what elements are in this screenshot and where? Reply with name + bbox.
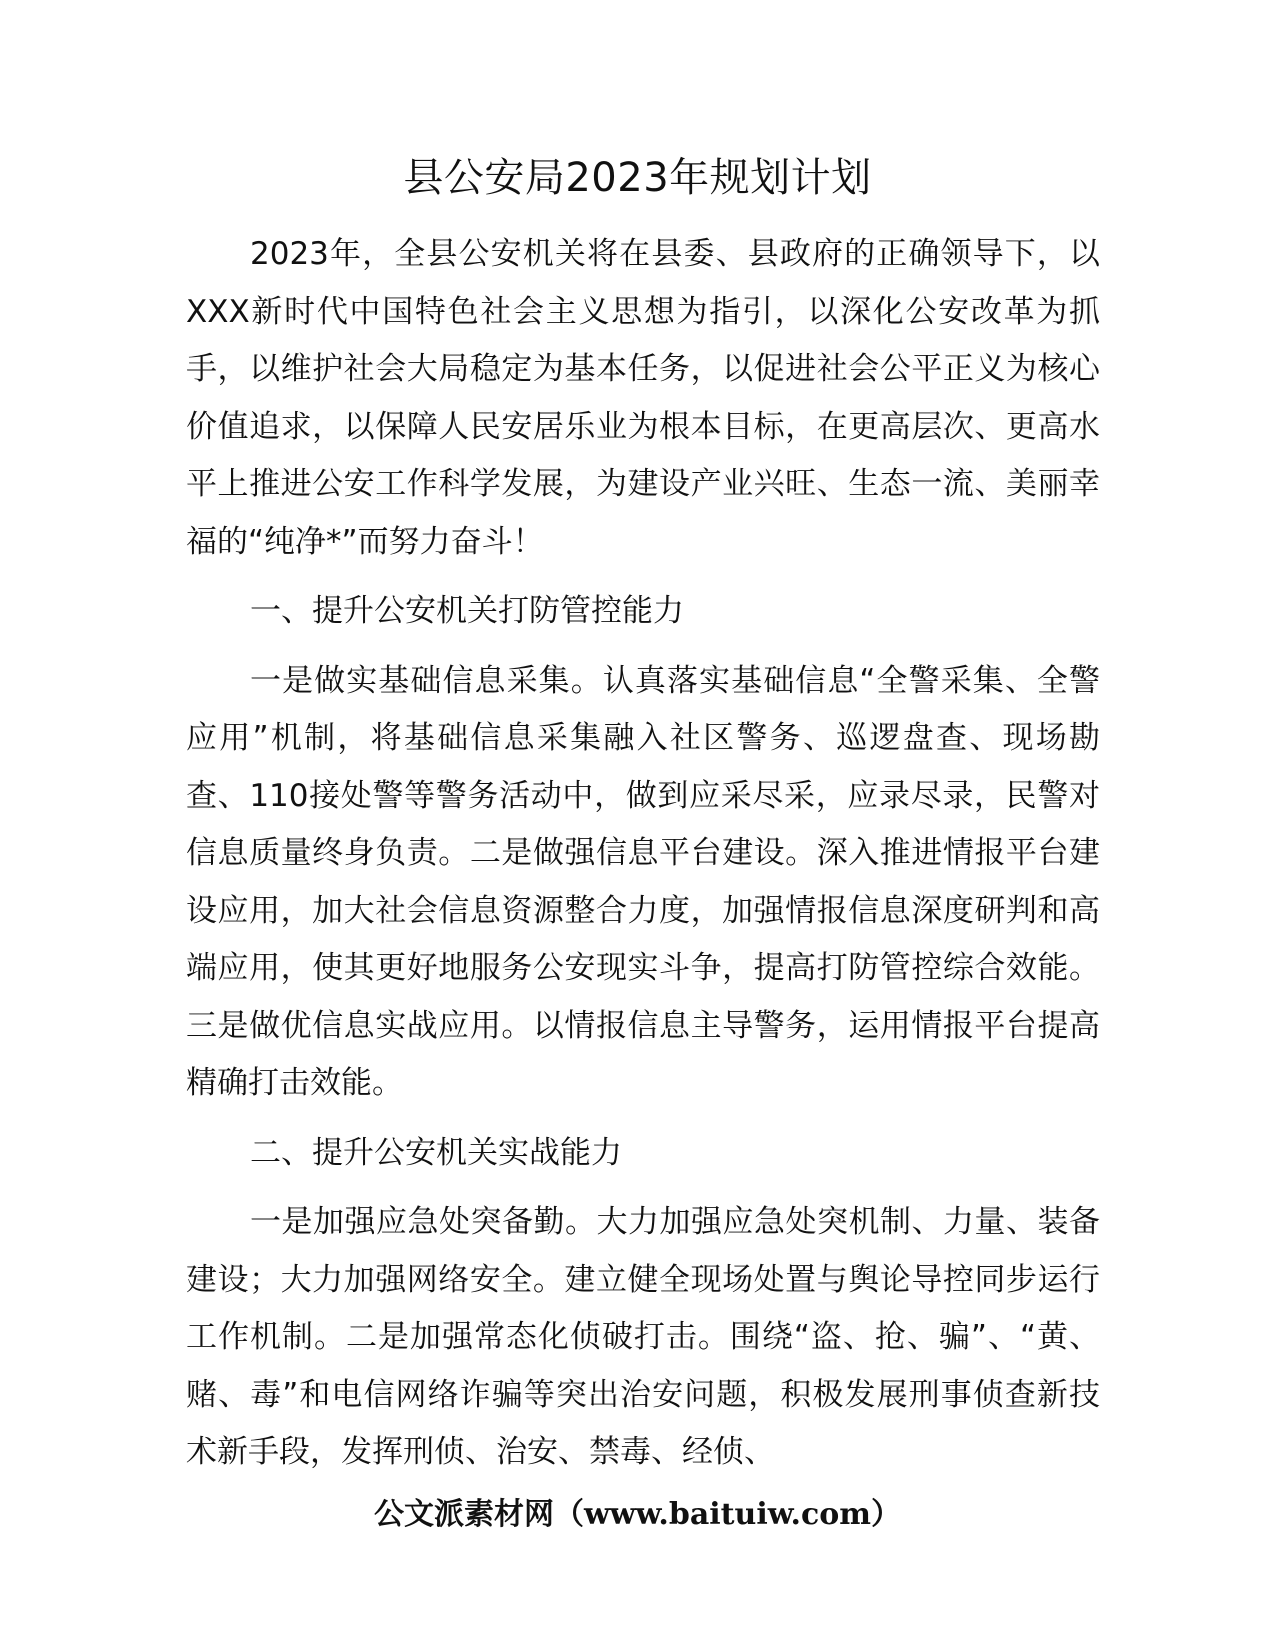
document-title: 县公安局2023年规划计划 — [403, 155, 872, 201]
document-body — [186, 226, 1100, 1494]
section-2-paragraph: 一是加强应急处突备勤。大力加强应急处突机制、力量、装备建设；大力加强网络安全。建立健全现场处置与舆论导控同步运行工作机制。二是加强常态化侦破打击。围绕“盗、抢、骗”、“黄、赌、毒”和电信网络诈骗等突出治安问题，积极发展刑事侦查新技术新手段，发挥刑侦、治安、禁毒、经侦、 — [186, 1204, 1100, 1470]
intro-paragraph: 2023年，全县公安机关将在县委、县政府的正确领导下，以XXX新时代中国特色社会主义思想为指引，以深化公安改革为抓手，以维护社会大局稳定为基本任务，以促进社会公平正义为核心价值追求，以保障人民安居乐业为根本目标，在更高层次、更高水平上推进公安工作科学发展，为建设产业兴旺、生态一流、美丽幸福的“纯净*”而努力奋斗！ — [186, 236, 1100, 560]
footer-watermark: 公文派素材网（www.baituiw.com） — [373, 1497, 902, 1532]
section-1-paragraph: 一是做实基础信息采集。认真落实基础信息“全警采集、全警应用”机制，将基础信息采集融入社区警务、巡逻盘查、现场勘查、110接处警等警务活动中，做到应采尽采，应录尽录，民警对信息质量终身负责。二是做强信息平台建设。深入推进情报平台建设应用，加大社会信息资源整合力度，加强情报信息深度研判和高端应用，使其更好地服务公安现实斗争，提高打防管控综合效能。三是做优信息实战应用。以情报信息主导警务，运用情报平台提高精确打击效能。 — [186, 662, 1100, 1101]
section-heading-2: 二、提升公安机关实战能力 — [250, 1134, 622, 1171]
section-heading-1: 一、提升公安机关打防管控能力 — [250, 593, 684, 629]
